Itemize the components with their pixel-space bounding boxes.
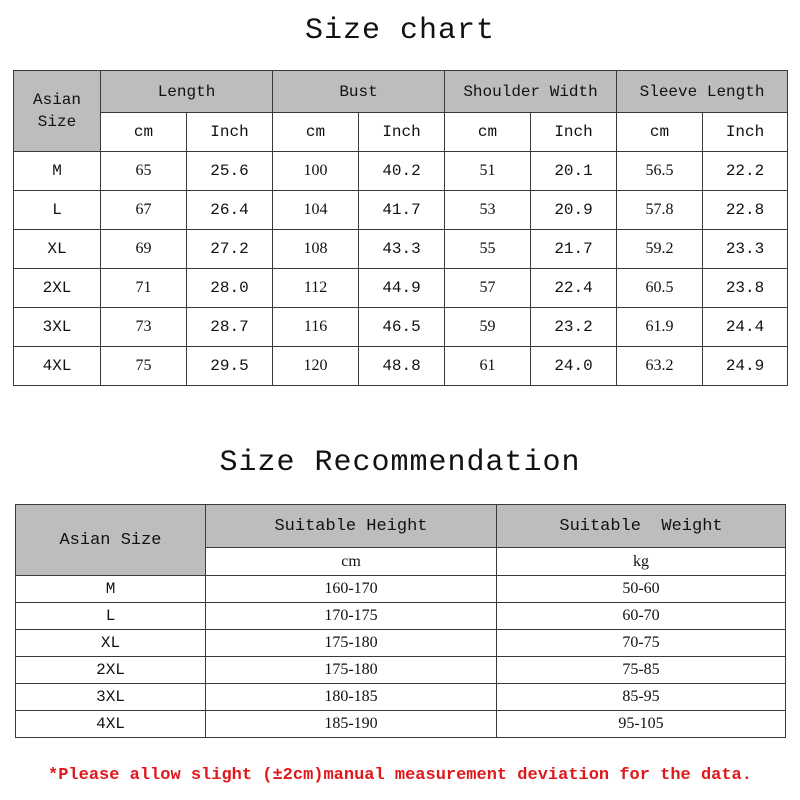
size-recommendation-table [15,504,786,738]
table-row [14,230,788,269]
weight-value-cell: 50-60 [497,576,786,603]
size-cell: 2XL [16,657,206,684]
weight-value-cell: 70-75 [497,630,786,657]
weight-value-cell: 75-85 [497,657,786,684]
cm-value-cell: 61 [445,347,531,386]
unit-header: cm [101,113,187,152]
cm-value-cell: 51 [445,152,531,191]
suitable-height-header: Suitable Height [206,505,497,548]
cm-value-cell: 55 [445,230,531,269]
inch-value-cell: 22.2 [703,152,788,191]
cm-value-cell: 59.2 [617,230,703,269]
size-recommendation-title: Size Recommendation [219,446,581,480]
inch-value-cell: 21.7 [531,230,617,269]
table-row [14,347,788,386]
table-row [16,711,786,738]
unit-header: cm [445,113,531,152]
inch-value-cell: 23.2 [531,308,617,347]
inch-value-cell: 24.9 [703,347,788,386]
inch-value-cell: 29.5 [187,347,273,386]
cm-value-cell: 57 [445,269,531,308]
inch-value-cell: 26.4 [187,191,273,230]
cm-value-cell: 60.5 [617,269,703,308]
cm-value-cell: 67 [101,191,187,230]
bust-header: Bust [273,71,445,113]
inch-value-cell: 43.3 [359,230,445,269]
size-cell: XL [16,630,206,657]
inch-value-cell: 48.8 [359,347,445,386]
weight-value-cell: 85-95 [497,684,786,711]
height-value-cell: 185-190 [206,711,497,738]
table-row [14,152,788,191]
weight-value-cell: 95-105 [497,711,786,738]
suitable-weight-header: Suitable Weight [497,505,786,548]
corner-header: Asian Size [14,71,101,152]
size-cell: 4XL [14,347,101,386]
cm-value-cell: 104 [273,191,359,230]
inch-value-cell: 20.1 [531,152,617,191]
unit-header: Inch [359,113,445,152]
cm-value-cell: 120 [273,347,359,386]
cm-value-cell: 108 [273,230,359,269]
height-value-cell: 160-170 [206,576,497,603]
weight-value-cell: 60-70 [497,603,786,630]
size-cell: 4XL [16,711,206,738]
unit-header: Inch [531,113,617,152]
table-row [16,603,786,630]
cm-value-cell: 112 [273,269,359,308]
cm-value-cell: 69 [101,230,187,269]
shoulder-width-header: Shoulder Width [445,71,617,113]
cm-value-cell: 56.5 [617,152,703,191]
unit-header: cm [273,113,359,152]
sleeve-length-header: Sleeve Length [617,71,788,113]
table-row [16,630,786,657]
measurement-note: *Please allow slight (±2cm)manual measurement deviation for the data. [48,766,752,785]
inch-value-cell: 23.3 [703,230,788,269]
cm-value-cell: 116 [273,308,359,347]
unit-header: Inch [187,113,273,152]
inch-value-cell: 28.7 [187,308,273,347]
cm-value-cell: 59 [445,308,531,347]
unit-header: Inch [703,113,788,152]
table-row [14,191,788,230]
corner-header: Asian Size [16,505,206,576]
height-value-cell: 175-180 [206,657,497,684]
inch-value-cell: 27.2 [187,230,273,269]
inch-value-cell: 22.4 [531,269,617,308]
inch-value-cell: 44.9 [359,269,445,308]
size-cell: M [16,576,206,603]
cm-value-cell: 57.8 [617,191,703,230]
inch-value-cell: 23.8 [703,269,788,308]
cm-value-cell: 100 [273,152,359,191]
size-cell: M [14,152,101,191]
size-cell: 2XL [14,269,101,308]
cm-value-cell: 73 [101,308,187,347]
table-row [16,576,786,603]
inch-value-cell: 46.5 [359,308,445,347]
height-value-cell: 180-185 [206,684,497,711]
table-row [16,657,786,684]
inch-value-cell: 28.0 [187,269,273,308]
inch-value-cell: 24.4 [703,308,788,347]
size-cell: L [16,603,206,630]
inch-value-cell: 20.9 [531,191,617,230]
table-row [14,269,788,308]
cm-value-cell: 63.2 [617,347,703,386]
inch-value-cell: 40.2 [359,152,445,191]
inch-value-cell: 25.6 [187,152,273,191]
size-cell: 3XL [16,684,206,711]
size-chart-title: Size chart [304,14,496,48]
cm-value-cell: 75 [101,347,187,386]
inch-value-cell: 24.0 [531,347,617,386]
cm-value-cell: 53 [445,191,531,230]
inch-value-cell: 22.8 [703,191,788,230]
unit-header: kg [497,548,786,576]
height-value-cell: 175-180 [206,630,497,657]
size-cell: L [14,191,101,230]
size-cell: XL [14,230,101,269]
size-chart-table [13,70,788,386]
table-row [14,308,788,347]
unit-header: cm [617,113,703,152]
cm-value-cell: 65 [101,152,187,191]
table-row [16,684,786,711]
height-value-cell: 170-175 [206,603,497,630]
length-header: Length [101,71,273,113]
cm-value-cell: 71 [101,269,187,308]
cm-value-cell: 61.9 [617,308,703,347]
size-cell: 3XL [14,308,101,347]
unit-header: cm [206,548,497,576]
inch-value-cell: 41.7 [359,191,445,230]
